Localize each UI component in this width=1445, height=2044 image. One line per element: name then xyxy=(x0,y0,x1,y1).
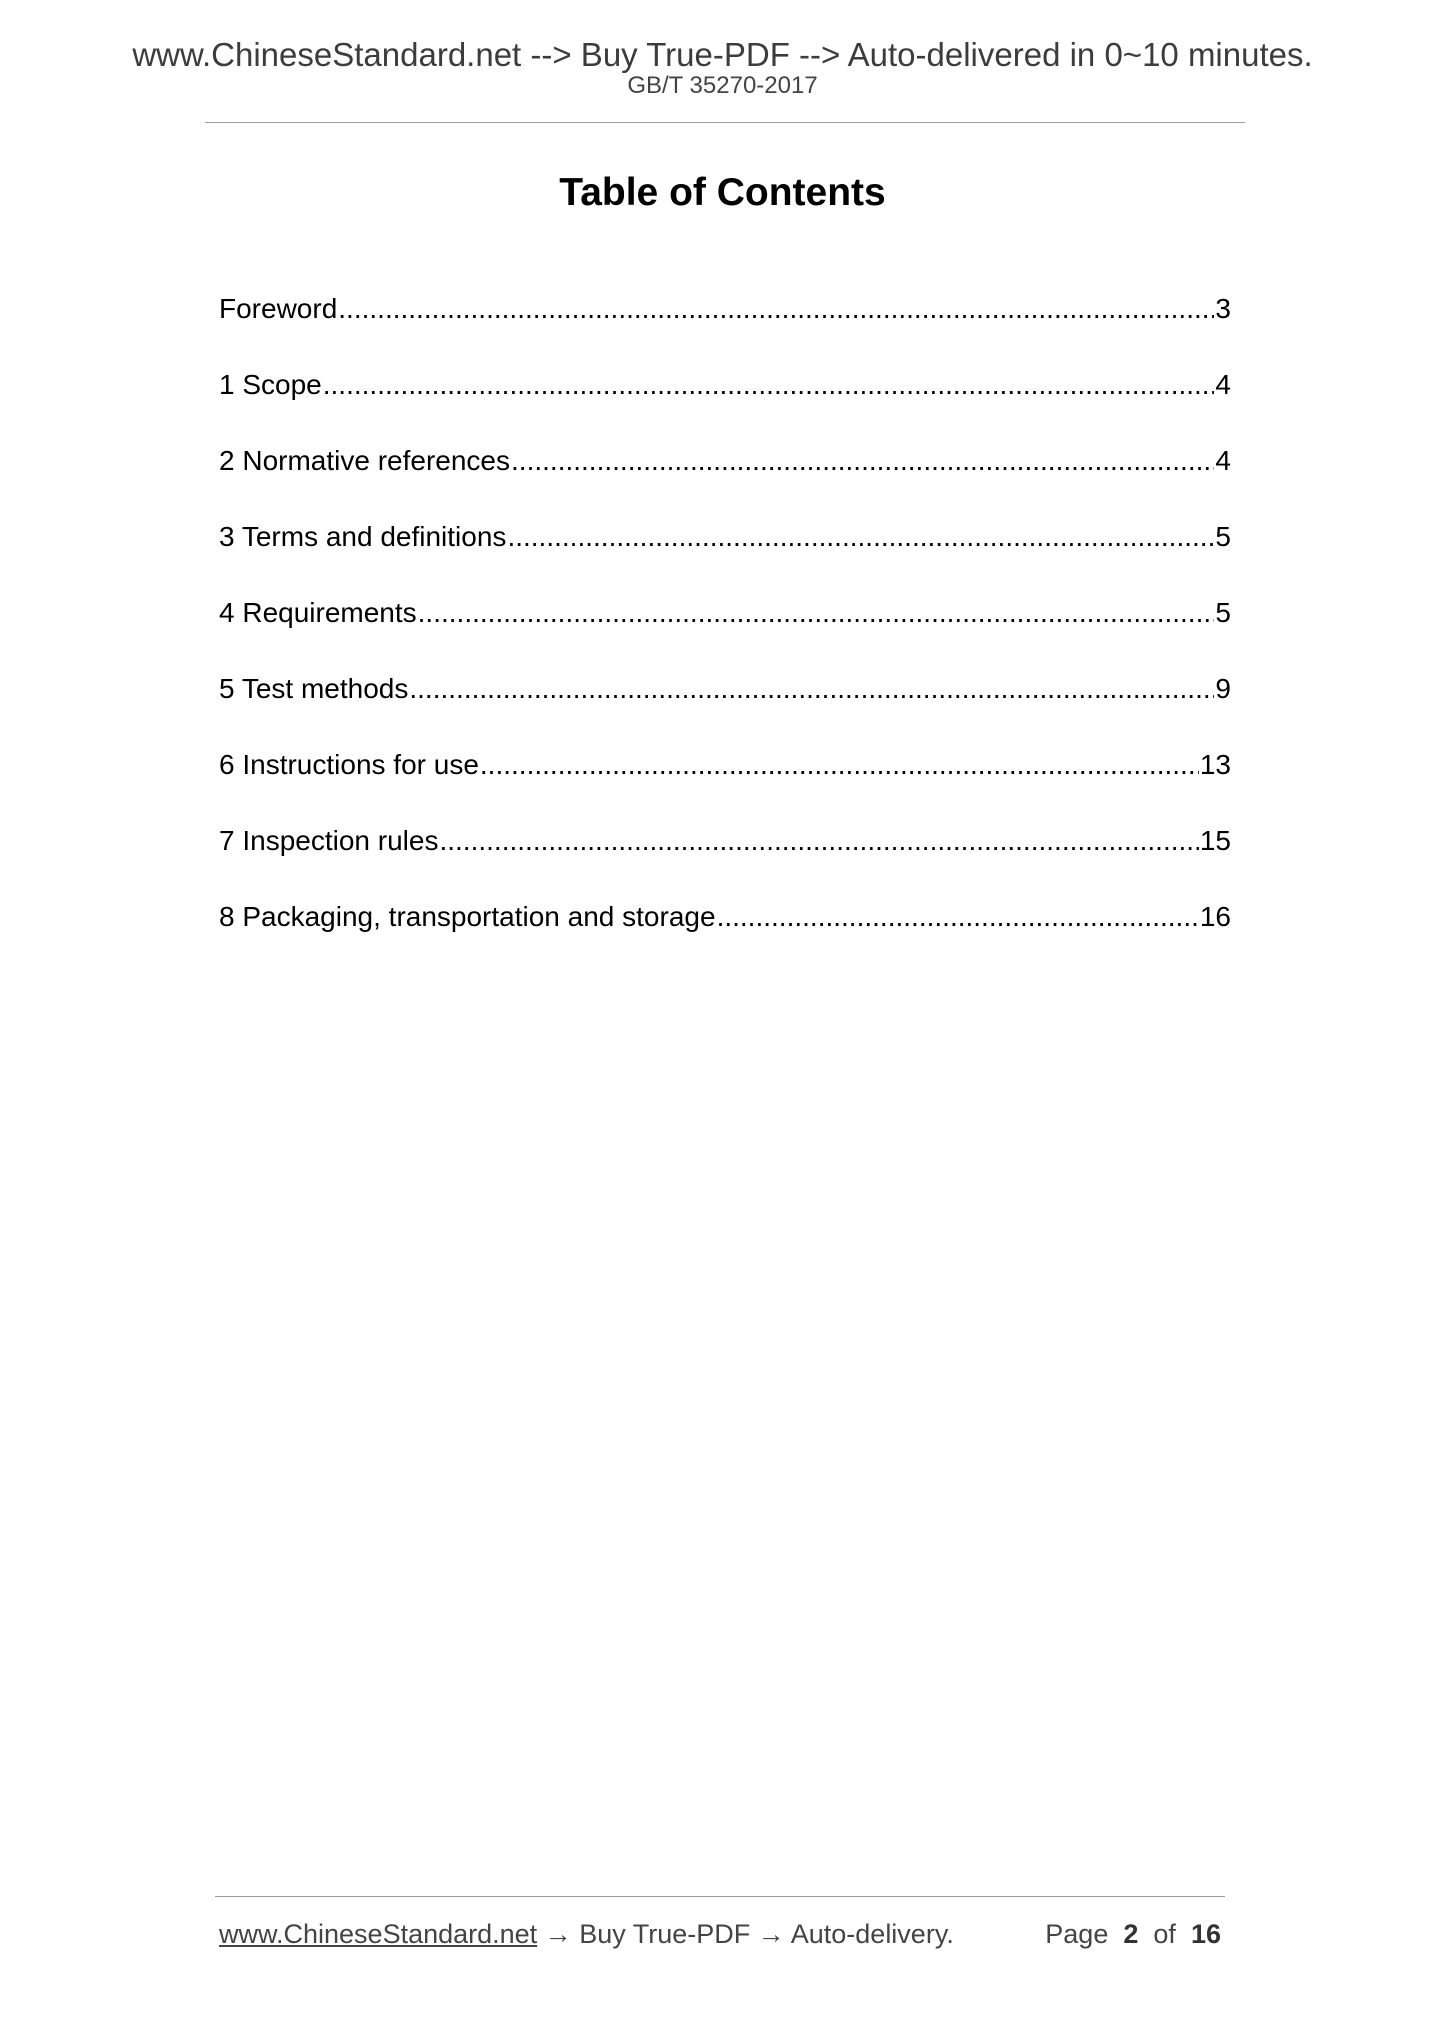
toc-entry-page: 3 xyxy=(1215,293,1231,324)
toc-entry-inspection-rules[interactable] xyxy=(219,822,1231,898)
toc-dot-leader xyxy=(323,366,1215,404)
toc-entry-page: 16 xyxy=(1199,901,1231,932)
toc-dot-leader xyxy=(409,670,1214,708)
footer-left xyxy=(219,1917,954,1951)
toc-entry-label: 5 Test methods xyxy=(219,673,409,704)
toc-dot-leader xyxy=(439,822,1198,860)
toc-entry-label: 8 Packaging, transportation and storage xyxy=(219,901,716,932)
toc-title: Table of Contents xyxy=(559,171,886,214)
toc-entry-page: 4 xyxy=(1215,445,1231,476)
toc-entry-normative-references[interactable] xyxy=(219,442,1231,518)
toc-dot-leader xyxy=(507,518,1214,556)
toc-entry-page: 13 xyxy=(1199,749,1231,780)
toc-entry-label: 3 Terms and definitions xyxy=(219,521,507,552)
footer-tagline: → Buy True-PDF → Auto-delivery. xyxy=(537,1919,954,1949)
toc-entry-label: 7 Inspection rules xyxy=(219,825,439,856)
toc-entry-page: 5 xyxy=(1215,521,1231,552)
toc-entry-page: 15 xyxy=(1199,825,1231,856)
toc-dot-leader xyxy=(717,898,1199,936)
current-page-number: 2 xyxy=(1123,1919,1139,1949)
toc-entry-test-methods[interactable] xyxy=(219,670,1231,746)
footer-site-link[interactable]: www.ChineseStandard.net xyxy=(219,1919,538,1949)
table-of-contents xyxy=(219,290,1231,974)
toc-entry-label: 1 Scope xyxy=(219,369,322,400)
toc-entry-packaging[interactable] xyxy=(219,898,1231,974)
footer-divider xyxy=(215,1896,1225,1897)
toc-entry-page: 9 xyxy=(1215,673,1231,704)
document-code: GB/T 35270-2017 xyxy=(627,72,818,99)
toc-entry-label: 6 Instructions for use xyxy=(219,749,479,780)
header-divider xyxy=(205,122,1245,123)
toc-entry-label: 4 Requirements xyxy=(219,597,417,628)
total-page-count: 16 xyxy=(1190,1919,1221,1949)
toc-entry-page: 4 xyxy=(1215,369,1231,400)
toc-entry-label: 2 Normative references xyxy=(219,445,511,476)
toc-entry-instructions-for-use[interactable] xyxy=(219,746,1231,822)
toc-entry-foreword[interactable] xyxy=(219,290,1231,366)
toc-dot-leader xyxy=(338,290,1214,328)
toc-entry-label: Foreword xyxy=(219,293,338,324)
of-word: of xyxy=(1153,1919,1176,1949)
page-indicator xyxy=(1045,1917,1221,1951)
toc-entry-requirements[interactable] xyxy=(219,594,1231,670)
toc-dot-leader xyxy=(480,746,1199,784)
toc-dot-leader xyxy=(418,594,1215,632)
toc-dot-leader xyxy=(511,442,1214,480)
toc-entry-scope[interactable] xyxy=(219,366,1231,442)
page-word: Page xyxy=(1045,1919,1109,1949)
site-banner: www.ChineseStandard.net --> Buy True-PDF --> Auto-delivered in 0~10 minutes. xyxy=(132,36,1313,73)
toc-entry-terms-definitions[interactable] xyxy=(219,518,1231,594)
toc-entry-page: 5 xyxy=(1215,597,1231,628)
